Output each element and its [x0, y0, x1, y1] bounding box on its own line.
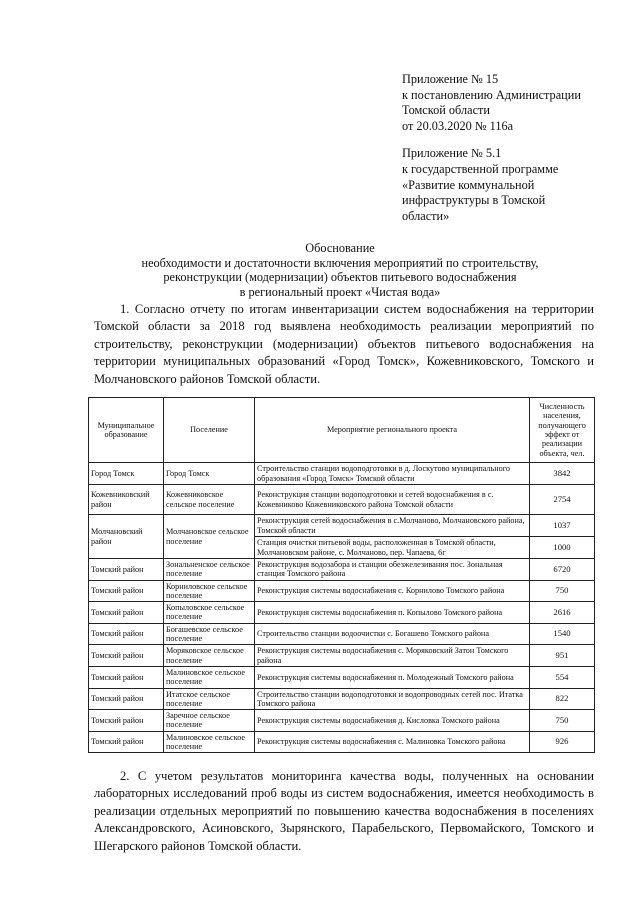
- cell-settlement: Зональненское сельское поселение: [164, 559, 255, 581]
- cell-municipality: Томский район: [89, 559, 164, 581]
- table-row: [89, 602, 595, 624]
- cell-municipality: Молчановский район: [89, 515, 164, 559]
- cell-municipality: Город Томск: [89, 463, 164, 485]
- paragraph-1: [94, 301, 594, 388]
- cell-population: 951: [530, 645, 595, 667]
- annex-line: Томской области: [402, 103, 490, 118]
- table-row: [89, 731, 595, 753]
- cell-settlement: Итатское сельское поселение: [164, 688, 255, 710]
- table-row: [89, 645, 595, 667]
- cell-population: 1037: [530, 515, 595, 537]
- cell-project: Реконструкция системы водоснабжения с. Корнилово Томского района: [255, 580, 530, 602]
- cell-settlement: Моряковское сельское поселение: [164, 645, 255, 667]
- paragraph-1-text: 1. Согласно отчету по итогам инвентаризации систем водоснабжения на территории Томской области за 2018 год выявлена необходимость реализации мероприятий по строительству, реконструкции (модернизации) объектов питьевого водоснабжения на территории муниципальных образований «Город Томск», Кожевниковского, Томского и Молчановского районов Томской области.: [94, 302, 594, 386]
- table-row: [89, 580, 595, 602]
- cell-settlement: Малиновское сельское поселение: [164, 731, 255, 753]
- cell-project: Реконструкция водозабора и станции обезжелезивания пос. Зональная станция Томского района: [255, 559, 530, 581]
- header-settlement: Поселение: [164, 398, 255, 463]
- cell-settlement: Корниловское сельское поселение: [164, 580, 255, 602]
- cell-municipality: Томский район: [89, 623, 164, 645]
- cell-population: 1540: [530, 623, 595, 645]
- paragraph-2-text: 2. С учетом результатов мониторинга качества воды, полученных на основании лабораторных исследований проб воды из систем водоснабжения, имеется необходимость в реализации отдельных мероприятий по повышению качества водоснабжения в поселениях Александровского, Асиновского, Зырянского, Парабельского, Первомайского, Томского и Шегарского районов Томской области.: [94, 769, 594, 853]
- table-header-row: [89, 398, 595, 463]
- paragraph-2: [94, 768, 594, 855]
- cell-project: Реконструкция сетей водоснабжения в с.Молчаново, Молчановского района, Томской области: [255, 515, 530, 537]
- cell-project: Строительство станции водоочистки с. Богашево Томского района: [255, 623, 530, 645]
- title-line: в региональный проект «Чистая вода»: [239, 284, 441, 299]
- cell-project: Реконструкция станции водоподготовки и сетей водоснабжения в с. Кожевниково Кожевниковского района Томской области: [255, 485, 530, 515]
- cell-population: 1000: [530, 537, 595, 559]
- header-project: Мероприятие регионального проекта: [255, 398, 530, 463]
- cell-municipality: Томский район: [89, 645, 164, 667]
- cell-municipality: Томский район: [89, 602, 164, 624]
- cell-population: 2754: [530, 485, 595, 515]
- cell-settlement: Малиновское сельское поселение: [164, 666, 255, 688]
- table-row: [89, 463, 595, 485]
- title-line: реконструкции (модернизации) объектов питьевого водоснабжения: [163, 270, 517, 285]
- cell-municipality: Томский район: [89, 731, 164, 753]
- cell-population: 554: [530, 666, 595, 688]
- annex-line: к постановлению Администрации: [402, 87, 581, 102]
- table-row: [89, 485, 595, 515]
- annex-line: от 20.03.2020 № 116а: [402, 118, 514, 133]
- table-row: [89, 666, 595, 688]
- table-row: [89, 688, 595, 710]
- annex-line: «Развитие коммунальной: [402, 177, 535, 192]
- table-row: [89, 710, 595, 732]
- cell-project: Реконструкция системы водоснабжения п. Копылово Томского района: [255, 602, 530, 624]
- cell-municipality: Томский район: [89, 580, 164, 602]
- cell-population: 926: [530, 731, 595, 753]
- cell-settlement: Заречное сельское поселение: [164, 710, 255, 732]
- cell-population: 2616: [530, 602, 595, 624]
- cell-settlement: Богашевское сельское поселение: [164, 623, 255, 645]
- cell-municipality: Кожевниковский район: [89, 485, 164, 515]
- cell-settlement: Кожевниковское сельское поселение: [164, 485, 255, 515]
- table-row: [89, 623, 595, 645]
- cell-project: Реконструкция системы водоснабжения с. Моряковский Затон Томского района: [255, 645, 530, 667]
- cell-municipality: Томский район: [89, 688, 164, 710]
- annex-header: [402, 72, 622, 224]
- cell-project: Строительство станции водоподготовки в д. Лоскутово муниципального образования «Город Томск» Томской области: [255, 463, 530, 485]
- annex-line: инфраструктуры в Томской: [402, 193, 546, 208]
- annex-line: Приложение № 15: [402, 72, 499, 86]
- annex-line: Приложение № 5.1: [402, 146, 502, 161]
- header-municipality: Муниципальное образование: [89, 398, 164, 463]
- cell-project: Станция очистки питьевой воды, расположенная в Томской области, Молчановском районе, с. Молчаново, пер. Чапаева, 6г: [255, 537, 530, 559]
- annex-line: к государственной программе: [402, 161, 559, 176]
- table-row: [89, 559, 595, 581]
- cell-project: Реконструкция системы водоснабжения д. Кисловка Томского района: [255, 710, 530, 732]
- title-line: Обоснование: [305, 241, 375, 255]
- cell-settlement: Молчановское сельское поселение: [164, 515, 255, 559]
- cell-population: 3842: [530, 463, 595, 485]
- cell-municipality: Томский район: [89, 710, 164, 732]
- cell-population: 6720: [530, 559, 595, 581]
- header-population: Численность населения, получающего эффект от реализации объекта, чел.: [530, 398, 595, 463]
- cell-population: 822: [530, 688, 595, 710]
- cell-settlement: Город Томск: [164, 463, 255, 485]
- title-line: необходимости и достаточности включения мероприятий по строительству,: [141, 255, 539, 270]
- annex-line: области»: [402, 208, 450, 223]
- document-title: [60, 241, 620, 299]
- cell-population: 750: [530, 710, 595, 732]
- cell-project: Строительство станции водоподготовки и водопроводных сетей пос. Итатка Томского района: [255, 688, 530, 710]
- cell-population: 750: [530, 580, 595, 602]
- cell-municipality: Томский район: [89, 666, 164, 688]
- cell-project: Реконструкция системы водоснабжения п. Молодежный Томского района: [255, 666, 530, 688]
- cell-project: Реконструкция системы водоснабжения с. Малиновка Томского района: [255, 731, 530, 753]
- table-row: [89, 515, 595, 537]
- projects-table: [88, 397, 595, 753]
- cell-settlement: Копыловское сельское поселение: [164, 602, 255, 624]
